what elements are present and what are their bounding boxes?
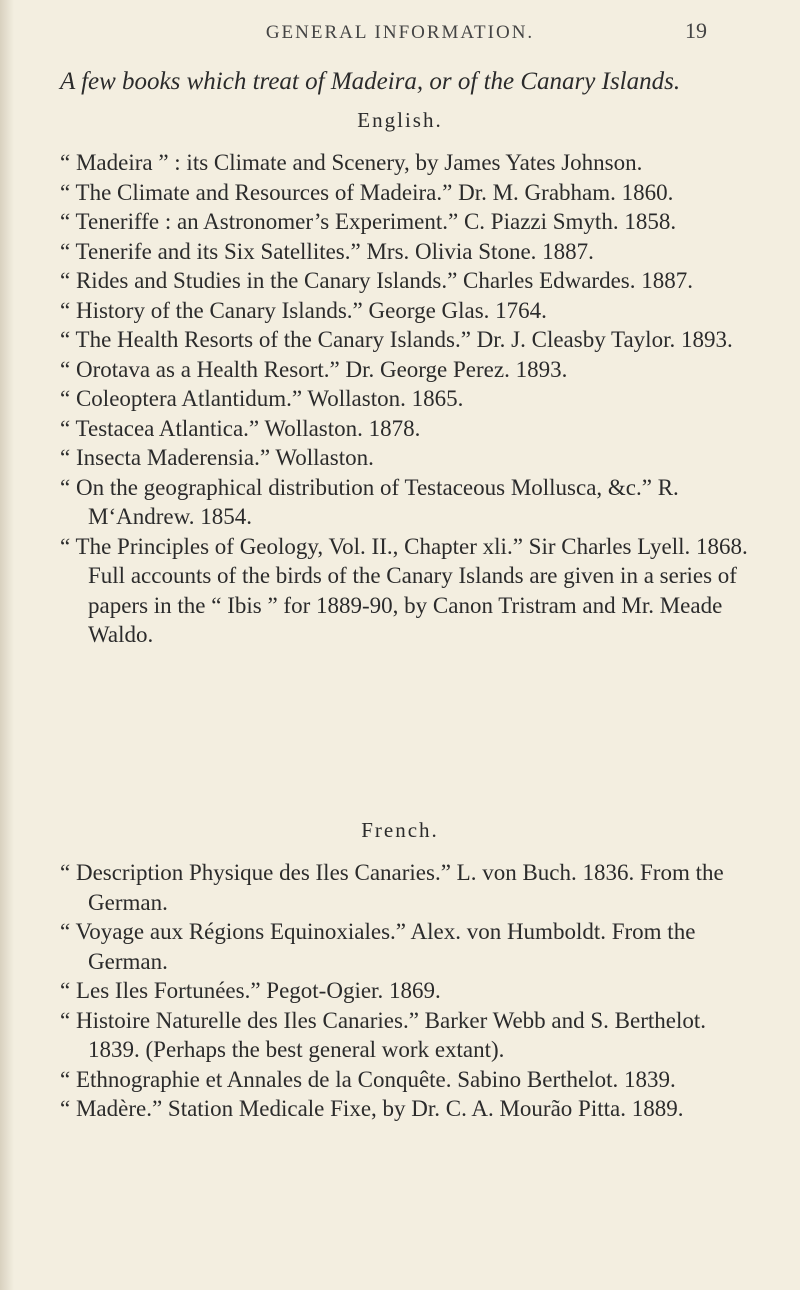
page-gutter-shadow <box>0 0 14 1290</box>
english-book-list <box>55 148 755 650</box>
list-item: “ Tenerife and its Six Satellites.” Mrs. Olivia Stone. 1887. <box>60 238 594 264</box>
list-item: “ Les Iles Fortunées.” Pegot-Ogier. 1869. <box>60 978 441 1003</box>
list-item: “ Testacea Atlantica.” Wollaston. 1878. <box>60 415 421 441</box>
list-item: “ The Principles of Geology, Vol. II., Chapter xli.” Sir Charles Lyell. 1868. <box>60 533 748 559</box>
list-item: “ History of the Canary Islands.” George Glas. 1764. <box>60 297 547 323</box>
list-item: “ Teneriffe : an Astronomer’s Experiment.” C. Piazzi Smyth. 1858. <box>60 209 677 234</box>
page-number: 19 <box>685 18 707 43</box>
list-item: “ Madeira ” : its Climate and Scenery, by James Yates Johnson. <box>60 150 643 175</box>
list-item: “ Orotava as a Health Resort.” Dr. George Perez. 1893. <box>60 356 568 382</box>
list-item: “ The Climate and Resources of Madeira.” Dr. M. Grabham. 1860. <box>60 179 674 205</box>
list-item: “ Voyage aux Régions Equinoxiales.” Alex. von Humboldt. From the German. <box>60 919 696 974</box>
intro-line: A few books which treat of Madeira, or of the Canary Islands. <box>60 68 681 95</box>
list-item: “ The Health Resorts of the Canary Islands.” Dr. J. Cleasby Taylor. 1893. <box>60 327 733 352</box>
section-heading-english: English. <box>357 108 443 132</box>
list-item: “ Madère.” Station Medicale Fixe, by Dr. C. A. Mourão Pitta. 1889. <box>60 1096 684 1121</box>
list-item: “ Coleoptera Atlantidum.” Wollaston. 1865. <box>60 386 464 411</box>
birds-note: Full accounts of the birds of the Canary Islands are given in a series of papers in the “ Ibis ” for 1889-90, by Canon Tristram and Mr. Meade Waldo. <box>88 563 737 647</box>
list-item: “ Ethnographie et Annales de la Conquête. Sabino Berthelot. 1839. <box>60 1066 676 1092</box>
list-item: “ On the geographical distribution of Testaceous Mollusca, &c.” R. M‘Andrew. 1854. <box>60 474 679 529</box>
section-heading-french: French. <box>361 818 439 842</box>
french-book-list <box>55 858 755 1124</box>
list-item: “ Rides and Studies in the Canary Islands.” Charles Edwardes. 1887. <box>60 268 694 293</box>
list-item: “ Histoire Naturelle des Iles Canaries.” Barker Webb and S. Berthelot. 1839. (Perhaps the best general work extant). <box>60 1007 706 1062</box>
running-head: GENERAL INFORMATION. <box>265 22 535 43</box>
list-item: “ Description Physique des Iles Canaries.” L. von Buch. 1836. From the German. <box>60 860 724 915</box>
list-item: “ Insecta Maderensia.” Wollaston. <box>60 445 374 470</box>
